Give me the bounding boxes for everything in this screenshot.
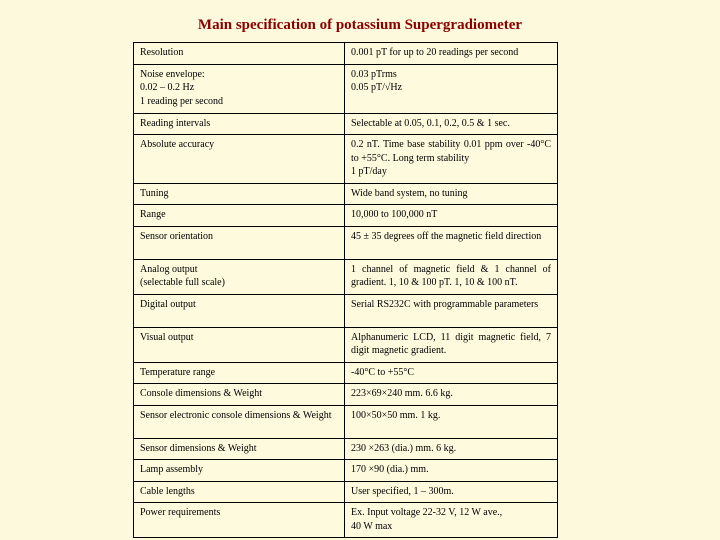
table-row <box>134 460 558 482</box>
spec-label: Analog output (selectable full scale) <box>134 259 345 294</box>
table-row <box>134 384 558 406</box>
table-row <box>134 43 558 65</box>
table-row <box>134 259 558 294</box>
spec-value: Ex. Input voltage 22-32 V, 12 W ave., 40 W max <box>345 503 558 538</box>
table-row <box>134 503 558 538</box>
spec-value: Selectable at 0.05, 0.1, 0.2, 0.5 & 1 sec. <box>345 113 558 135</box>
spec-value: -40°C to +55°C <box>345 362 558 384</box>
spec-value: 230 ×263 (dia.) mm. 6 kg. <box>345 438 558 460</box>
spec-value: 0.2 nT. Time base stability 0.01 ppm over -40°C to +55°C. Long term stability 1 pT/day <box>345 135 558 184</box>
table-row <box>134 64 558 113</box>
spec-value: 170 ×90 (dia.) mm. <box>345 460 558 482</box>
table-row <box>134 362 558 384</box>
spec-label: Temperature range <box>134 362 345 384</box>
spec-label: Console dimensions & Weight <box>134 384 345 406</box>
table-row <box>134 327 558 362</box>
spec-value: 223×69×240 mm. 6.6 kg. <box>345 384 558 406</box>
table-row <box>134 294 558 327</box>
table-row <box>134 183 558 205</box>
spec-value: 1 channel of magnetic field & 1 channel of gradient. 1, 10 & 100 pT. 1, 10 & 100 nT. <box>345 259 558 294</box>
spec-value: User specified, 1 – 300m. <box>345 481 558 503</box>
spec-value: 100×50×50 mm. 1 kg. <box>345 405 558 438</box>
spec-label: Sensor orientation <box>134 226 345 259</box>
spec-label: Visual output <box>134 327 345 362</box>
spec-label: Absolute accuracy <box>134 135 345 184</box>
spec-label: Digital output <box>134 294 345 327</box>
spec-label: Power requirements <box>134 503 345 538</box>
spec-label: Reading intervals <box>134 113 345 135</box>
table-row <box>134 113 558 135</box>
table-row <box>134 135 558 184</box>
page-title: Main specification of potassium Supergradiometer <box>197 17 523 33</box>
spec-label: Tuning <box>134 183 345 205</box>
table-row <box>134 481 558 503</box>
spec-label: Sensor dimensions & Weight <box>134 438 345 460</box>
spec-value: 45 ± 35 degrees off the magnetic field direction <box>345 226 558 259</box>
specification-table <box>133 42 558 538</box>
spec-label: Cable lengths <box>134 481 345 503</box>
spec-value: Serial RS232C with programmable parameters <box>345 294 558 327</box>
table-row <box>134 226 558 259</box>
spec-value: 0.001 pT for up to 20 readings per second <box>345 43 558 65</box>
spec-value: Wide band system, no tuning <box>345 183 558 205</box>
table-row <box>134 205 558 227</box>
spec-label: Lamp assembly <box>134 460 345 482</box>
spec-label: Sensor electronic console dimensions & Weight <box>134 405 345 438</box>
spec-value: Alphanumeric LCD, 11 digit magnetic field, 7 digit magnetic gradient. <box>345 327 558 362</box>
table-row <box>134 438 558 460</box>
spec-label: Resolution <box>134 43 345 65</box>
spec-value: 0.03 pTrms 0.05 pT/√Hz <box>345 64 558 113</box>
spec-value: 10,000 to 100,000 nT <box>345 205 558 227</box>
table-row <box>134 405 558 438</box>
spec-label: Range <box>134 205 345 227</box>
spec-label: Noise envelope: 0.02 – 0.2 Hz 1 reading per second <box>134 64 345 113</box>
